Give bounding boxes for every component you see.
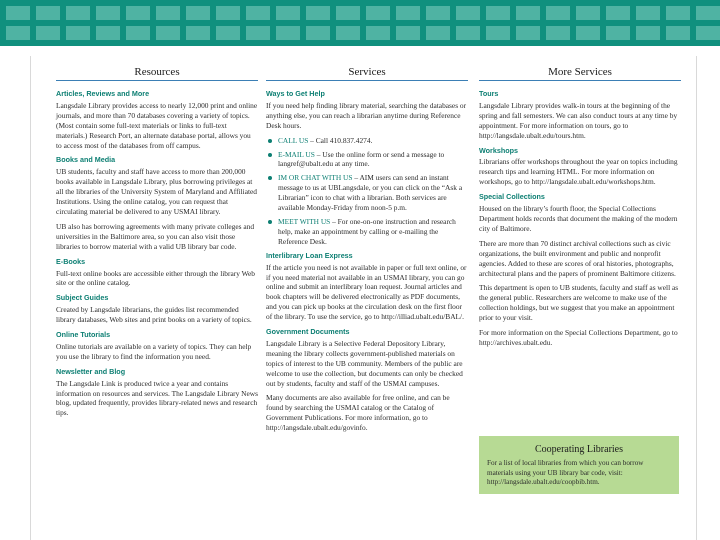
- list-item-lead: CALL US: [278, 135, 309, 145]
- column-resources: [56, 66, 258, 423]
- list-item: [278, 150, 468, 170]
- body-paragraph: If the article you need is not available in paper or full text online, or if you need material not available in an USMAI library, you can go online and submit an interlibrary loan request. Journal articles and book chapters will be delivered electronically as PDF documents, and you can pick up books at the circulation desk on the first floor of the library. To use the service, go to http://illiad.ubalt.edu/BAL/.: [266, 262, 467, 322]
- section-heading: Articles, Reviews and More: [56, 89, 150, 98]
- body-paragraph: UB students, faculty and staff have access to more than 200,000 books available in Langsdale Library, plus borrowing privileges at all the libraries of the University System of Maryland and Affiliated Institutions. Using the online catalog, you can request that circulating material be delivered to any USMAI library.: [56, 167, 258, 216]
- cooperating-libraries-box: [479, 436, 679, 494]
- list-item-lead: MEET WITH US: [278, 216, 331, 226]
- cooperating-libraries-title: Cooperating Libraries: [534, 444, 624, 455]
- list-item: [278, 136, 468, 146]
- body-paragraph: Langsdale Library provides access to nearly 12,000 print and online journals, and more than 70 databases covering a variety of topics. (Most contain some full-text materials or links to full-text materials.) Research Port, an alternate database portal, allows you to access most of the databases from off campus.: [56, 100, 258, 150]
- body-paragraph: Langsdale Library provides walk-in tours at the beginning of the spring and fall semesters. We can also conduct tours at any time by appointment. For more information on tours, go to http://langsdale.ubalt.edu/tours.htm.: [479, 100, 678, 140]
- list-item-text: – Call 410.837.4274.: [308, 135, 373, 145]
- section-heading: Online Tutorials: [56, 330, 111, 340]
- section-heading: Books and Media: [56, 155, 116, 165]
- column-title: Services: [266, 66, 468, 81]
- section-heading: Tours: [479, 89, 499, 98]
- list-item-text: – For one-on-one instruction and research help, make an appointment by calling or e-mailing the Reference Desk.: [278, 216, 456, 246]
- brochure-page: [30, 56, 697, 540]
- section-heading: E-Books: [56, 256, 86, 266]
- section-heading: Government Documents: [266, 327, 350, 337]
- body-paragraph: Housed on the library’s fourth floor, the Special Collections Department holds records that document the making of the modern city of Baltimore.: [479, 204, 678, 233]
- section-heading: Subject Guides: [56, 293, 109, 303]
- list-item-text: – Use the online form or send a message to langref@ubalt.edu at any time.: [278, 149, 445, 169]
- body-paragraph: For more information on the Special Collections Department, go to http://archives.ubalt.edu.: [479, 328, 678, 347]
- band-stripe: [0, 20, 720, 26]
- column-title: More Services: [479, 66, 681, 81]
- section-heading: Special Collections: [479, 192, 545, 202]
- cooperating-libraries-text: For a list of local libraries from which you can borrow materials using your UB library bar code, visit: http://langsdale.ubalt.edu/coopbib.htm.: [487, 459, 644, 486]
- body-paragraph: Many documents are also available for free online, and can be found by searching the USMAI catalog or the Catalog of Government Publications. For more information, go to http://langsdale.ubalt.edu/govinfo.: [266, 393, 450, 433]
- body-paragraph: If you need help finding library material, searching the databases or anything else, you can reach a librarian anytime during Reference Desk hours.: [266, 100, 467, 130]
- section-heading: Workshops: [479, 145, 519, 155]
- list-item-lead: IM OR CHAT WITH US: [278, 173, 353, 183]
- list-item-text: – AIM users can send an instant message to us at UBLangsdale, or you can click on the “Ask a Librarian” icon to chat with a librarian. Both services are available Monday-Friday from noon-5 p.m.: [278, 173, 463, 213]
- body-paragraph: UB also has borrowing agreements with many private colleges and universities in the Baltimore area, so you can also visit those libraries to borrow material with a valid UB library bar code.: [56, 221, 255, 251]
- section-heading: Newsletter and Blog: [56, 366, 126, 376]
- body-paragraph: The Langsdale Link is produced twice a year and contains information on resources and services. The Langsdale Library News blog, updated frequently, provides library-related news and research tips.: [56, 378, 259, 418]
- column-more-services: [479, 66, 681, 353]
- body-paragraph: This department is open to UB students, faculty and staff as well as the general public. Researchers are welcome to make use of the collection holdings, but we suggest that you make an appointment prior to your visit.: [479, 283, 679, 323]
- band-stripe: [0, 40, 720, 46]
- help-options-list: [266, 136, 468, 247]
- body-paragraph: There are more than 70 distinct archival collections such as civic organizations, the built environment and public and nonprofit agencies. Added to these are scores of oral histories, photographs, architectural plans and the papers of prominent Baltimore citizens.: [479, 238, 676, 278]
- body-paragraph: Langsdale Library is a Selective Federal Depository Library, meaning the library collects government-published materials on topics of interest to the UB community. Members of the public are welcome to use the collection, but documents can only be checked out by students, faculty and staff of the USMAI campuses.: [266, 338, 463, 388]
- decorative-header-band: [0, 0, 720, 46]
- column-title: Resources: [56, 66, 258, 81]
- column-services: [266, 66, 468, 438]
- body-paragraph: Online tutorials are available on a variety of topics. They can help you use the library to find the information you need.: [56, 341, 252, 361]
- section-heading: Ways to Get Help: [266, 89, 325, 98]
- list-item: [278, 173, 468, 213]
- body-paragraph: Full-text online books are accessible either through the library Web site or the online catalog.: [56, 268, 255, 288]
- section-heading: Interlibrary Loan Express: [266, 250, 353, 260]
- body-paragraph: Created by Langsdale librarians, the guides list recommended library databases, Web sites and print books on a variety of topics.: [56, 305, 252, 325]
- body-paragraph: Librarians offer workshops throughout the year on topics including research tips and learning HTML. For more information on workshops, go to http://langsdale.ubalt.edu/workshops.htm.: [479, 157, 678, 187]
- band-stripe: [0, 0, 720, 6]
- list-item-lead: E-MAIL US: [278, 149, 315, 159]
- list-item: [278, 217, 468, 247]
